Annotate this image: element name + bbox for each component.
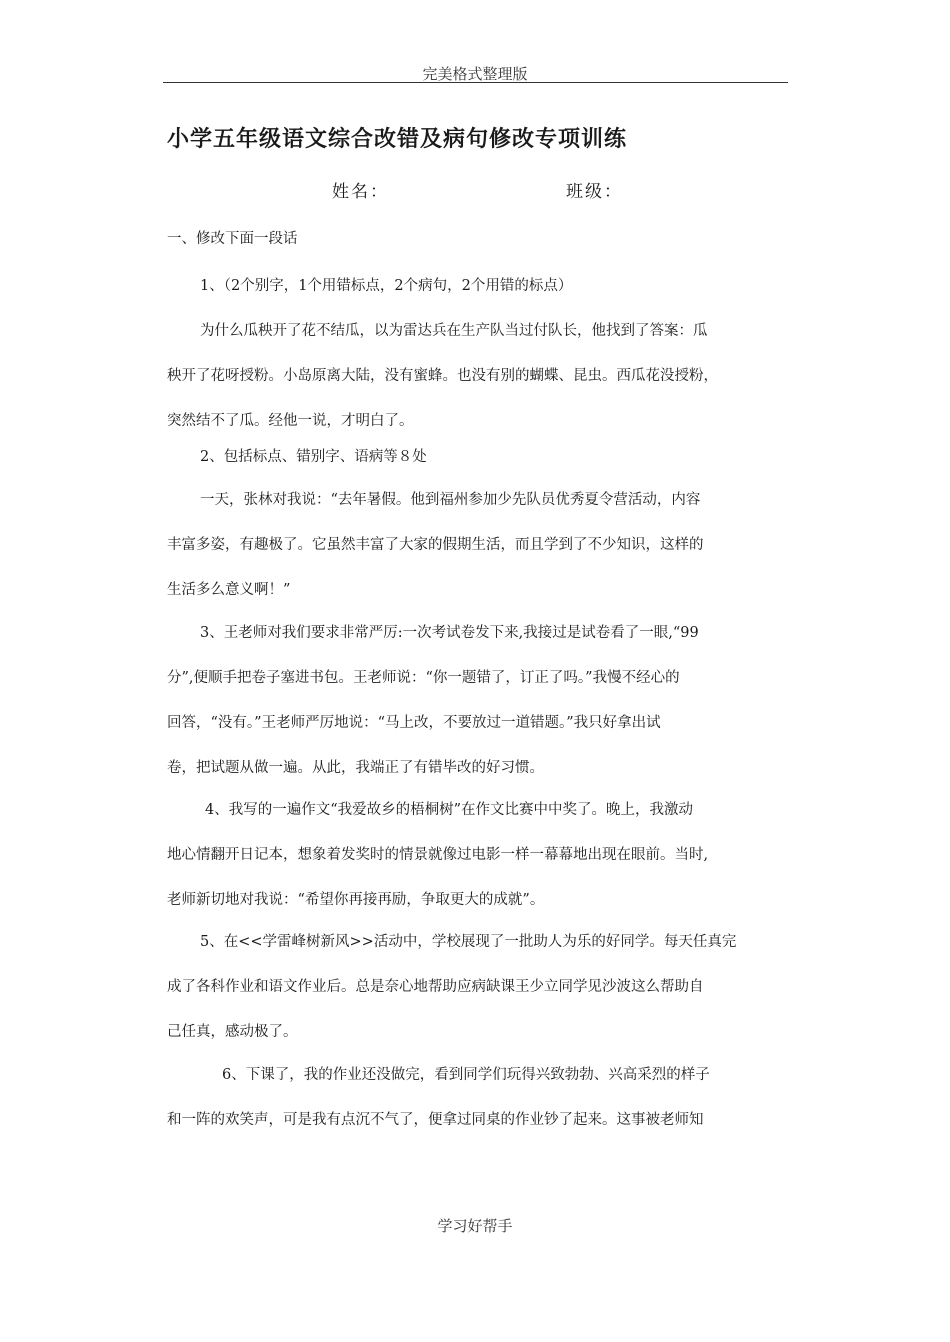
page-footer: 学习好帮手	[437, 1217, 513, 1235]
text-line: 6、下课了，我的作业还没做完，看到同学们玩得兴致勃勃、兴高采烈的样子	[222, 1067, 710, 1083]
item-2-passage	[167, 478, 787, 613]
text-line: 地心情翻开日记本，想象着发奖时的情景就像过电影一样一幕幕地出现在眼前。当时,	[167, 847, 709, 863]
text-line: 秧开了花呀授粉。小岛原离大陆，没有蜜蜂。也没有别的蝴蝶、昆虫。西瓜花没授粉，	[167, 368, 718, 384]
class-field-label: 班级：	[566, 182, 623, 202]
header-text: 完美格式整理版	[422, 65, 528, 83]
header-divider	[163, 82, 788, 83]
text-line: 己任真，感动极了。	[167, 1024, 298, 1040]
item-5-passage	[167, 920, 787, 1055]
text-line: 生活多么意义啊！”	[167, 582, 291, 598]
text-line: 老师新切地对我说：“希望你再接再励，争取更大的成就”。	[167, 892, 545, 908]
item-6-passage	[167, 1053, 787, 1143]
name-field-label: 姓名：	[332, 182, 389, 202]
text-line: 和一阵的欢笑声，可是我有点沉不气了，便拿过同桌的作业钞了起来。这事被老师知	[167, 1112, 704, 1128]
text-line: 卷，把试题从做一遍。从此，我端正了有错毕改的好习惯。	[167, 760, 544, 776]
text-line: 一天，张林对我说：“去年暑假。他到福州参加少先队员优秀夏令营活动，内容	[200, 492, 701, 508]
text-line: 4、我写的一遍作文“我爱故乡的梧桐树”在作文比赛中中奖了。晚上，我激动	[205, 802, 694, 818]
text-line: 成了各科作业和语文作业后。总是奈心地帮助应病缺课王少立同学见沙波这么帮助自	[167, 979, 704, 995]
text-line: 突然结不了瓜。经他一说，才明白了。	[167, 413, 414, 429]
text-line: 丰富多姿，有趣极了。它虽然丰富了大家的假期生活，而且学到了不少知识，这样的	[167, 537, 704, 553]
text-line: 1、（2个别字，1个用错标点，2个病句，2个用错的标点）	[200, 278, 573, 294]
section-heading: 一、修改下面一段话	[167, 231, 298, 247]
text-line: 5、在<<学雷峰树新风>>活动中，学校展现了一批助人为乐的好同学。每天任真完	[200, 934, 737, 950]
item-3-passage	[167, 611, 787, 791]
text-line: 分”,便顺手把卷子塞进书包。王老师说：“你一题错了，订正了吗。”我慢不经心的	[167, 670, 680, 686]
document-title: 小学五年级语文综合改错及病句修改专项训练	[167, 126, 628, 152]
item-2-instruction	[167, 435, 787, 480]
text-line: 为什么瓜秧开了花不结瓜，以为雷达兵在生产队当过付队长，他找到了答案：瓜	[200, 323, 708, 339]
text-line: 回答，“没有。”王老师严厉地说：“马上改，不要放过一道错题。”我只好拿出试	[167, 715, 661, 731]
item-1-instruction	[167, 264, 787, 309]
text-line: 2、包括标点、错别字、语病等８处	[200, 449, 427, 465]
item-1-passage	[167, 309, 787, 444]
text-line: 3、王老师对我们要求非常严厉:一次考试卷发下来,我接过是试卷看了一眼,“99	[200, 625, 699, 641]
item-4-passage	[167, 788, 787, 923]
